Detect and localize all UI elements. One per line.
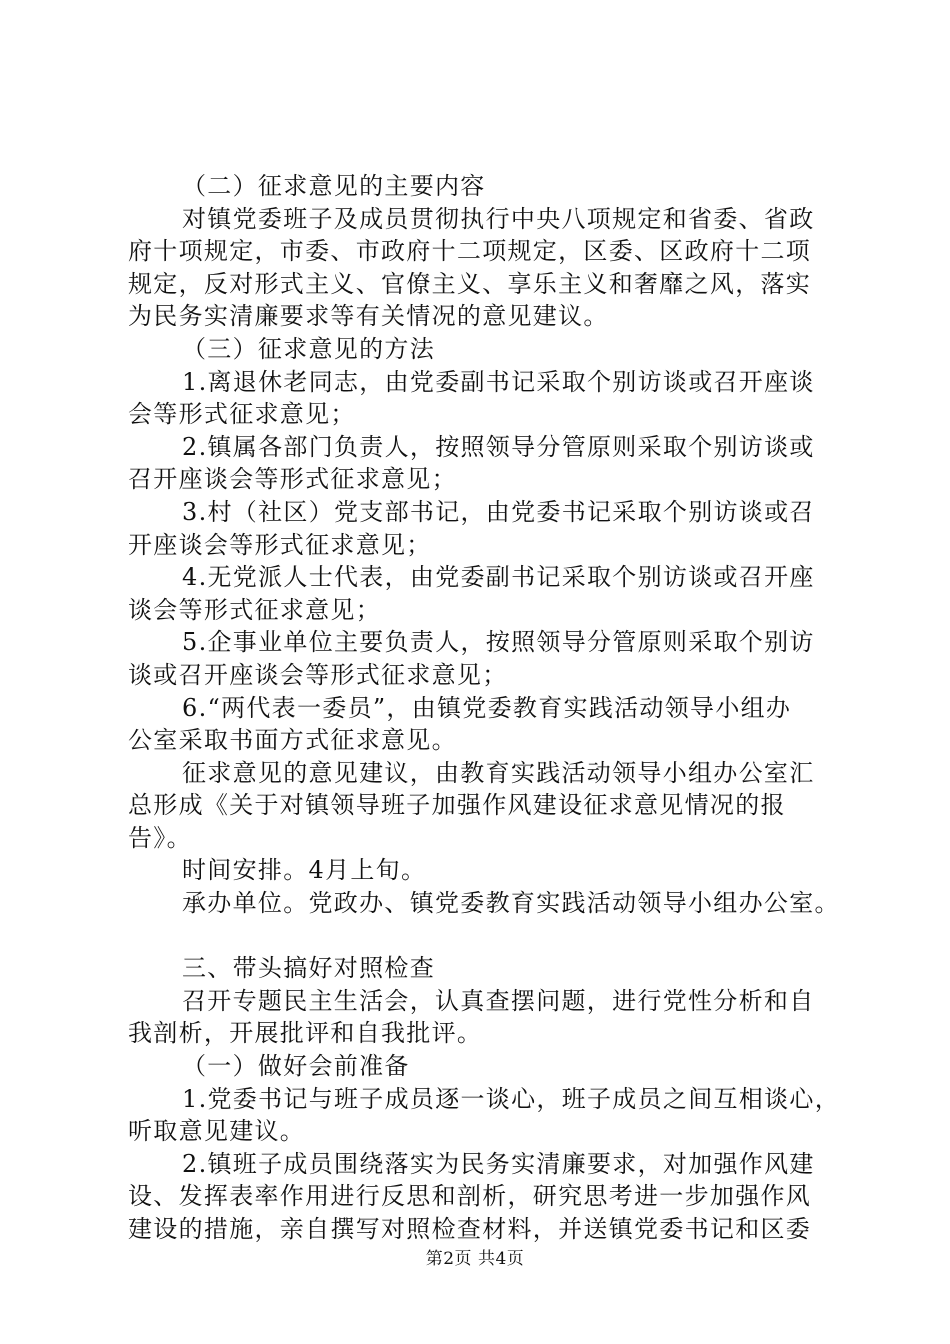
time-arrangement: 时间安排。4月上旬。 xyxy=(182,856,427,885)
paragraph-line: 府十项规定，市委、市政府十二项规定，区委、区政府十二项 xyxy=(128,237,812,266)
section-heading-2: （二）征求意见的主要内容 xyxy=(182,172,486,200)
paragraph-line: 规定，反对形式主义、官僚主义、享乐主义和奢靡之风，落实 xyxy=(128,269,812,298)
list-item-line: 听取意见建议。 xyxy=(128,1117,306,1146)
paragraph-line: 召开专题民主生活会，认真查摆问题，进行党性分析和自 xyxy=(182,986,815,1015)
document-body xyxy=(128,170,840,1246)
paragraph-line: 为民务实清廉要求等有关情况的意见建议。 xyxy=(128,302,609,331)
list-item-line: 3.村（社区）党支部书记，由党委书记采取个别访谈或召 xyxy=(182,497,815,526)
list-item-line: 2.镇班子成员围绕落实为民务实清廉要求，对加强作风建 xyxy=(182,1149,815,1178)
blank-line xyxy=(128,920,840,953)
list-item-line: 5.企事业单位主要负责人，按照领导分管原则采取个别访 xyxy=(182,628,815,657)
summary-line: 征求意见的意见建议，由教育实践活动领导小组办公室汇 xyxy=(182,758,815,787)
sub-heading: （一）做好会前准备 xyxy=(182,1052,410,1081)
list-item-line: 1.党委书记与班子成员逐一谈心，班子成员之间互相谈心， xyxy=(182,1084,840,1113)
list-item-line: 召开座谈会等形式征求意见； xyxy=(128,465,457,494)
list-item-line: 谈或召开座谈会等形式征求意见； xyxy=(128,660,508,689)
list-item-line: 会等形式征求意见； xyxy=(128,400,356,429)
list-item-line: 设、发挥表率作用进行反思和剖析，研究思考进一步加强作风 xyxy=(128,1182,812,1211)
part-heading-3: 三、带头搞好对照检查 xyxy=(182,954,435,983)
responsible-unit: 承办单位。党政办、镇党委教育实践活动领导小组办公室。 xyxy=(182,889,840,918)
list-item-line: 开座谈会等形式征求意见； xyxy=(128,530,432,559)
list-item-line: 谈会等形式征求意见； xyxy=(128,595,381,624)
list-item-line: 公室采取书面方式征求意见。 xyxy=(128,726,457,755)
list-item-line: 1.离退休老同志，由党委副书记采取个别访谈或召开座谈 xyxy=(182,367,815,396)
section-heading-3: （三）征求意见的方法 xyxy=(182,334,435,363)
list-item-line: 4.无党派人士代表，由党委副书记采取个别访谈或召开座 xyxy=(182,563,815,592)
paragraph-line: 我剖析，开展批评和自我批评。 xyxy=(128,1019,483,1048)
page-number-footer: 第2页 共4页 xyxy=(425,1249,525,1269)
summary-line: 总形成《关于对镇领导班子加强作风建设征求意见情况的报 xyxy=(128,791,786,820)
list-item-line: 建设的措施，亲自撰写对照检查材料，并送镇党委书记和区委 xyxy=(128,1215,812,1243)
list-item-line: 2.镇属各部门负责人，按照领导分管原则采取个别访谈或 xyxy=(182,432,815,461)
list-item-line: 6.“两代表一委员”，由镇党委教育实践活动领导小组办 xyxy=(182,693,792,722)
summary-line: 告》。 xyxy=(128,823,192,852)
paragraph-line: 对镇党委班子及成员贯彻执行中央八项规定和省委、省政 xyxy=(182,204,815,233)
